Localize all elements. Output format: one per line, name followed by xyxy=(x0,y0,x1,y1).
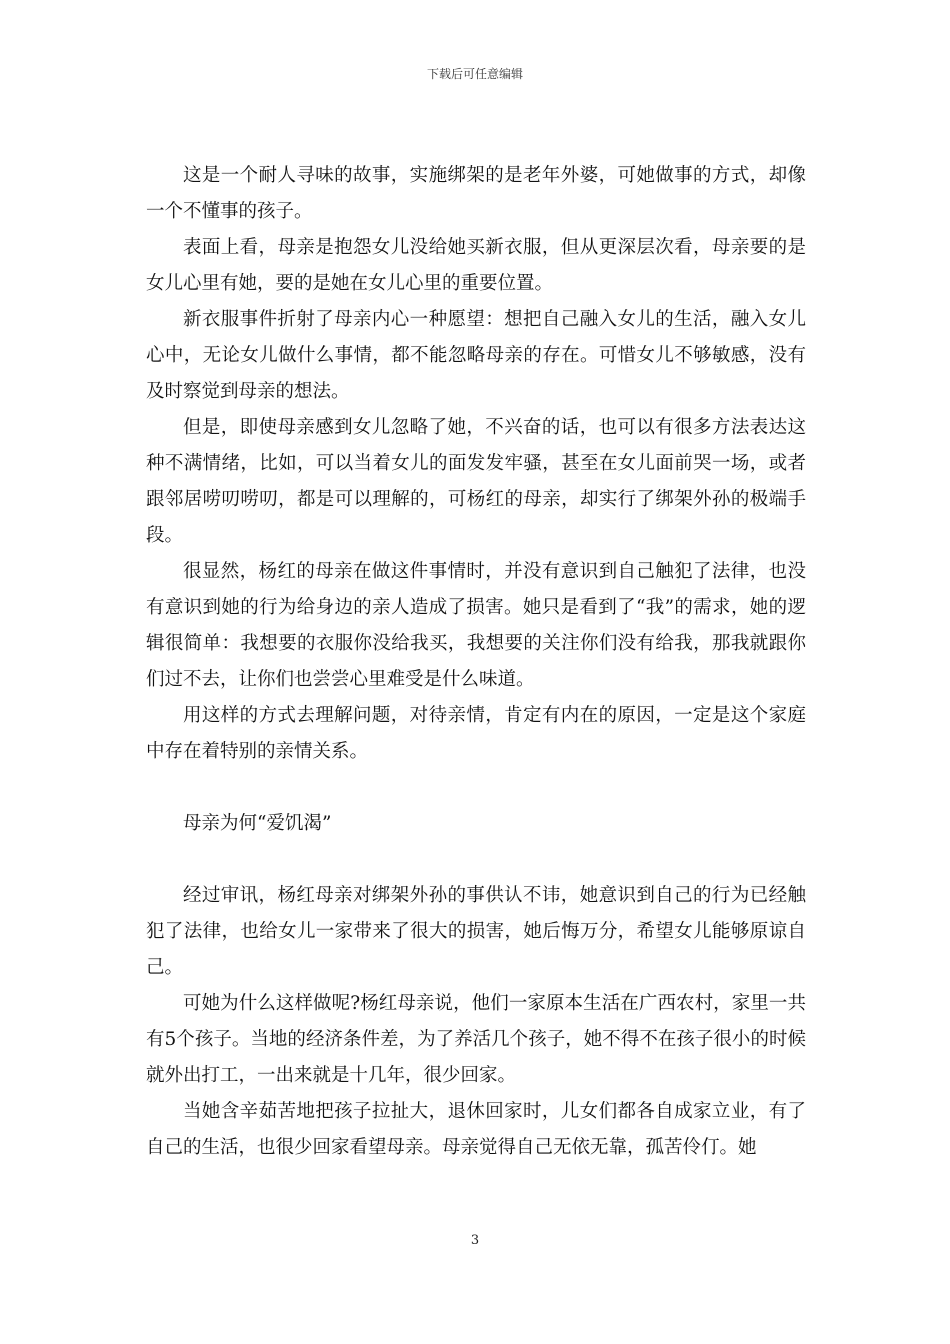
page-number: 3 xyxy=(470,1233,480,1248)
paragraph: 当她含辛茹苦地把孩子拉扯大，退休回家时，儿女们都各自成家立业，有了自己的生活，也很少回家看望母亲。母亲觉得自己无依无靠，孤苦伶仃。她 xyxy=(146,1101,806,1158)
paragraph: 这是一个耐人寻味的故事，实施绑架的是老年外婆，可她做事的方式，却像一个不懂事的孩子。 xyxy=(146,165,806,222)
paragraph: 新衣服事件折射了母亲内心一种愿望：想把自己融入女儿的生活，融入女儿心中，无论女儿做什么事情，都不能忽略母亲的存在。可惜女儿不够敏感，没有及时察觉到母亲的想法。 xyxy=(146,309,806,402)
document-body xyxy=(146,158,806,1166)
paragraph: 用这样的方式去理解问题，对待亲情，肯定有内在的原因，一定是这个家庭中存在着特别的亲情关系。 xyxy=(146,705,806,762)
section-heading: 母亲为何“爱饥渴” xyxy=(183,813,332,834)
paragraph: 经过审讯，杨红母亲对绑架外孙的事供认不讳，她意识到自己的行为已经触犯了法律，也给女儿一家带来了很大的损害，她后悔万分，希望女儿能够原谅自己。 xyxy=(146,885,806,978)
paragraph: 表面上看，母亲是抱怨女儿没给她买新衣服，但从更深层次看，母亲要的是女儿心里有她，要的是她在女儿心里的重要位置。 xyxy=(146,237,806,294)
page-header: 下载后可任意编辑 xyxy=(426,67,523,81)
paragraph: 可她为什么这样做呢?杨红母亲说，他们一家原本生活在广西农村，家里一共有5个孩子。当地的经济条件差，为了养活几个孩子，她不得不在孩子很小的时候就外出打工，一出来就是十几年，很少回家。 xyxy=(146,993,806,1086)
paragraph: 很显然，杨红的母亲在做这件事情时，并没有意识到自己触犯了法律，也没有意识到她的行为给身边的亲人造成了损害。她只是看到了“我”的需求，她的逻辑很简单：我想要的衣服你没给我买，我想要的关注你们没有给我，那我就跟你们过不去，让你们也尝尝心里难受是什么味道。 xyxy=(146,561,806,690)
paragraph: 但是，即使母亲感到女儿忽略了她，不兴奋的话，也可以有很多方法表达这种不满情绪，比如，可以当着女儿的面发发牢骚，甚至在女儿面前哭一场，或者跟邻居唠叨唠叨，都是可以理解的，可杨红的母亲，却实行了绑架外孙的极端手段。 xyxy=(146,417,806,546)
